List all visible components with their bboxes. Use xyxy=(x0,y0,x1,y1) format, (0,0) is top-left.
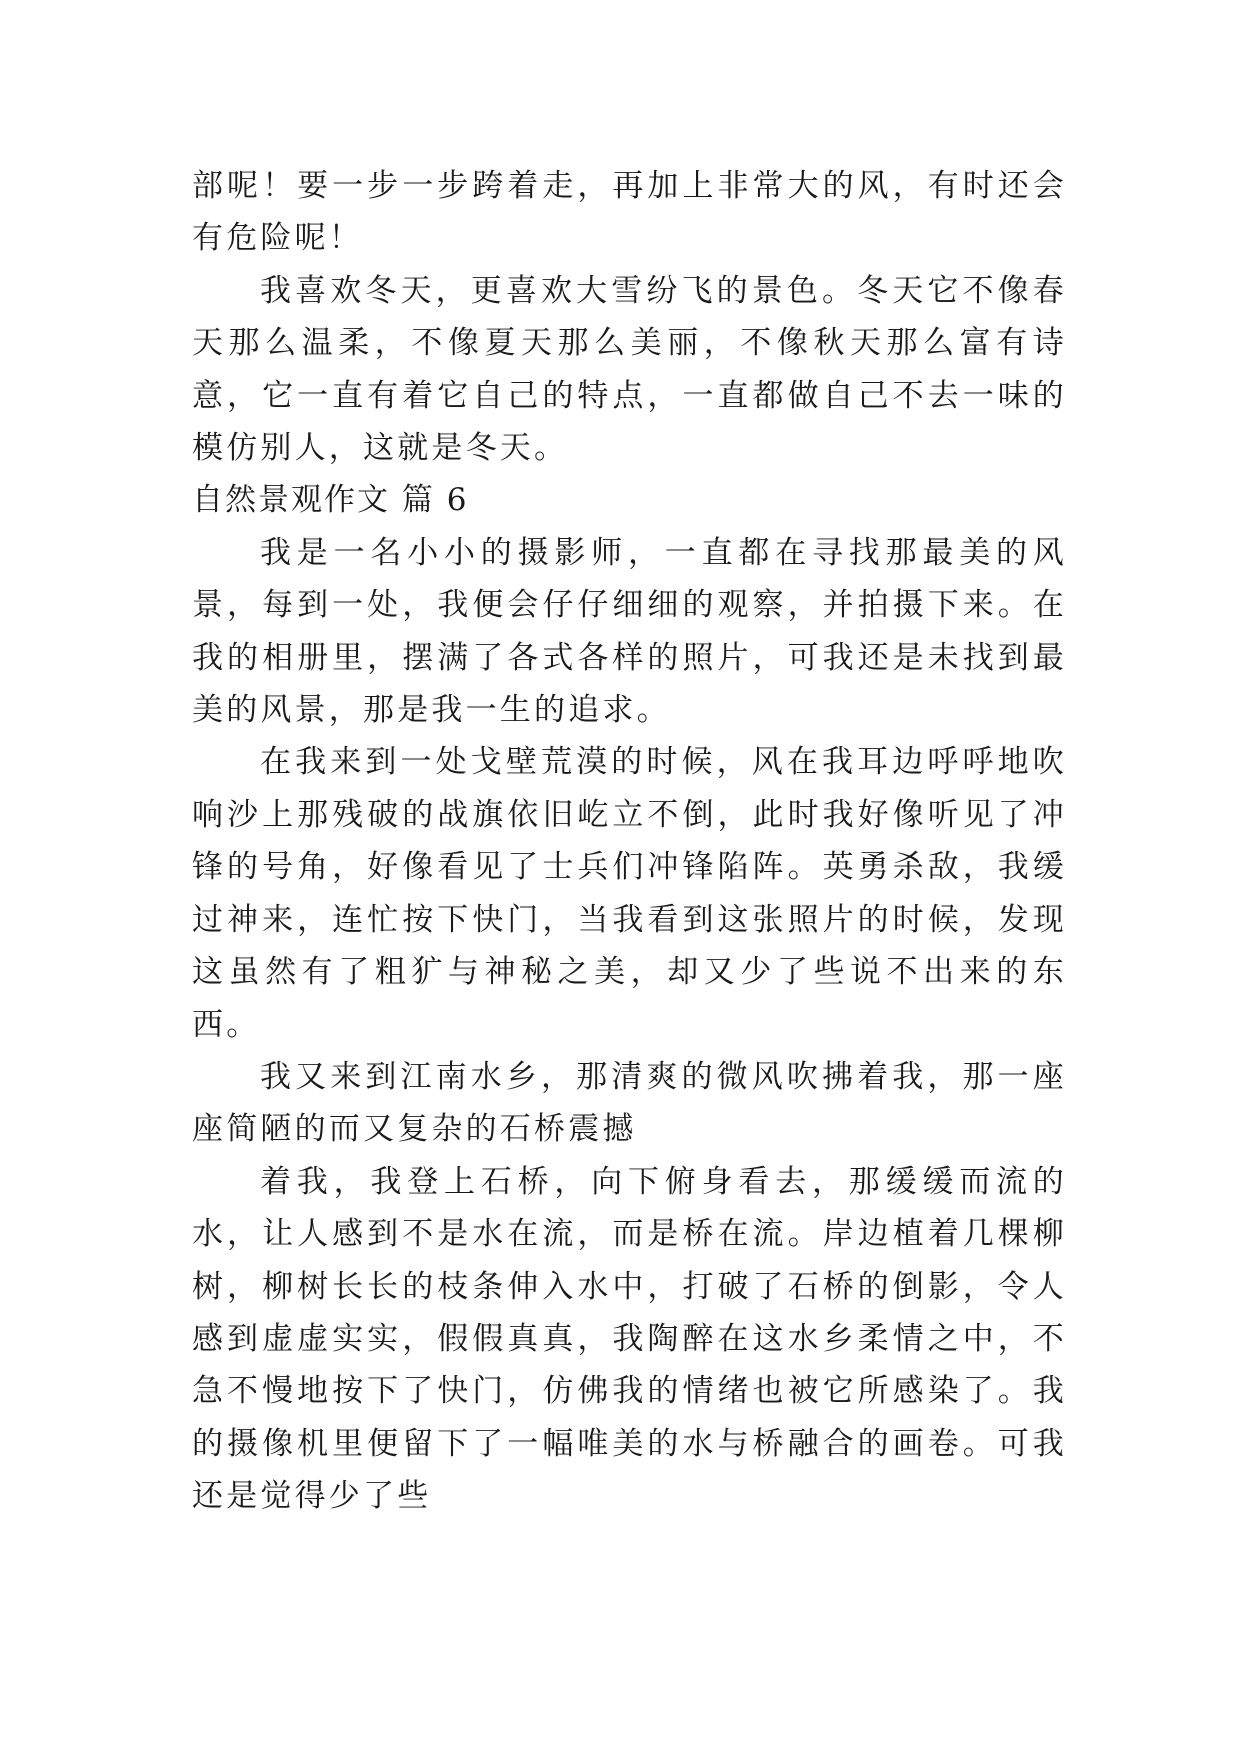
paragraph: 在我来到一处戈壁荒漠的时候，风在我耳边呼呼地吹响沙上那残破的战旗依旧屹立不倒，此时我好像听见了冲锋的号角，好像看见了士兵们冲锋陷阵。英勇杀敌，我缓过神来，连忙按下快门，当我看到这张照片的时候，发现这虽然有了粗犷与神秘之美，却又少了些说不出来的东西。 xyxy=(192,744,1067,1043)
paragraph: 着我，我登上石桥，向下俯身看去，那缓缓而流的水，让人感到不是水在流，而是桥在流。岸边植着几棵柳树，柳树长长的枝条伸入水中，打破了石桥的倒影，令人感到虚虚实实，假假真真，我陶醉在这水乡柔情之中，不急不慢地按下了快门，仿佛我的情绪也被它所感染了。我的摄像机里便留下了一幅唯美的水与桥融合的画卷。可我还是觉得少了些 xyxy=(192,1163,1067,1515)
document-body xyxy=(192,160,1067,1523)
paragraph: 部呢！要一步一步跨着走，再加上非常大的风，有时还会有危险呢！ xyxy=(192,168,1067,257)
paragraph: 我是一名小小的摄影师，一直都在寻找那最美的风景，每到一处，我便会仔仔细细的观察，并拍摄下来。在我的相册里，摆满了各式各样的照片，可我还是未找到最美的风景，那是我一生的追求。 xyxy=(192,534,1067,729)
section-heading: 自然景观作文 篇 6 xyxy=(192,482,469,519)
paragraph: 我又来到江南水乡，那清爽的微风吹拂着我，那一座座简陋的而又复杂的石桥震撼 xyxy=(192,1058,1067,1148)
paragraph: 我喜欢冬天，更喜欢大雪纷飞的景色。冬天它不像春天那么温柔，不像夏天那么美丽，不像秋天那么富有诗意，它一直有着它自己的特点，一直都做自己不去一味的模仿别人，这就是冬天。 xyxy=(192,272,1067,467)
